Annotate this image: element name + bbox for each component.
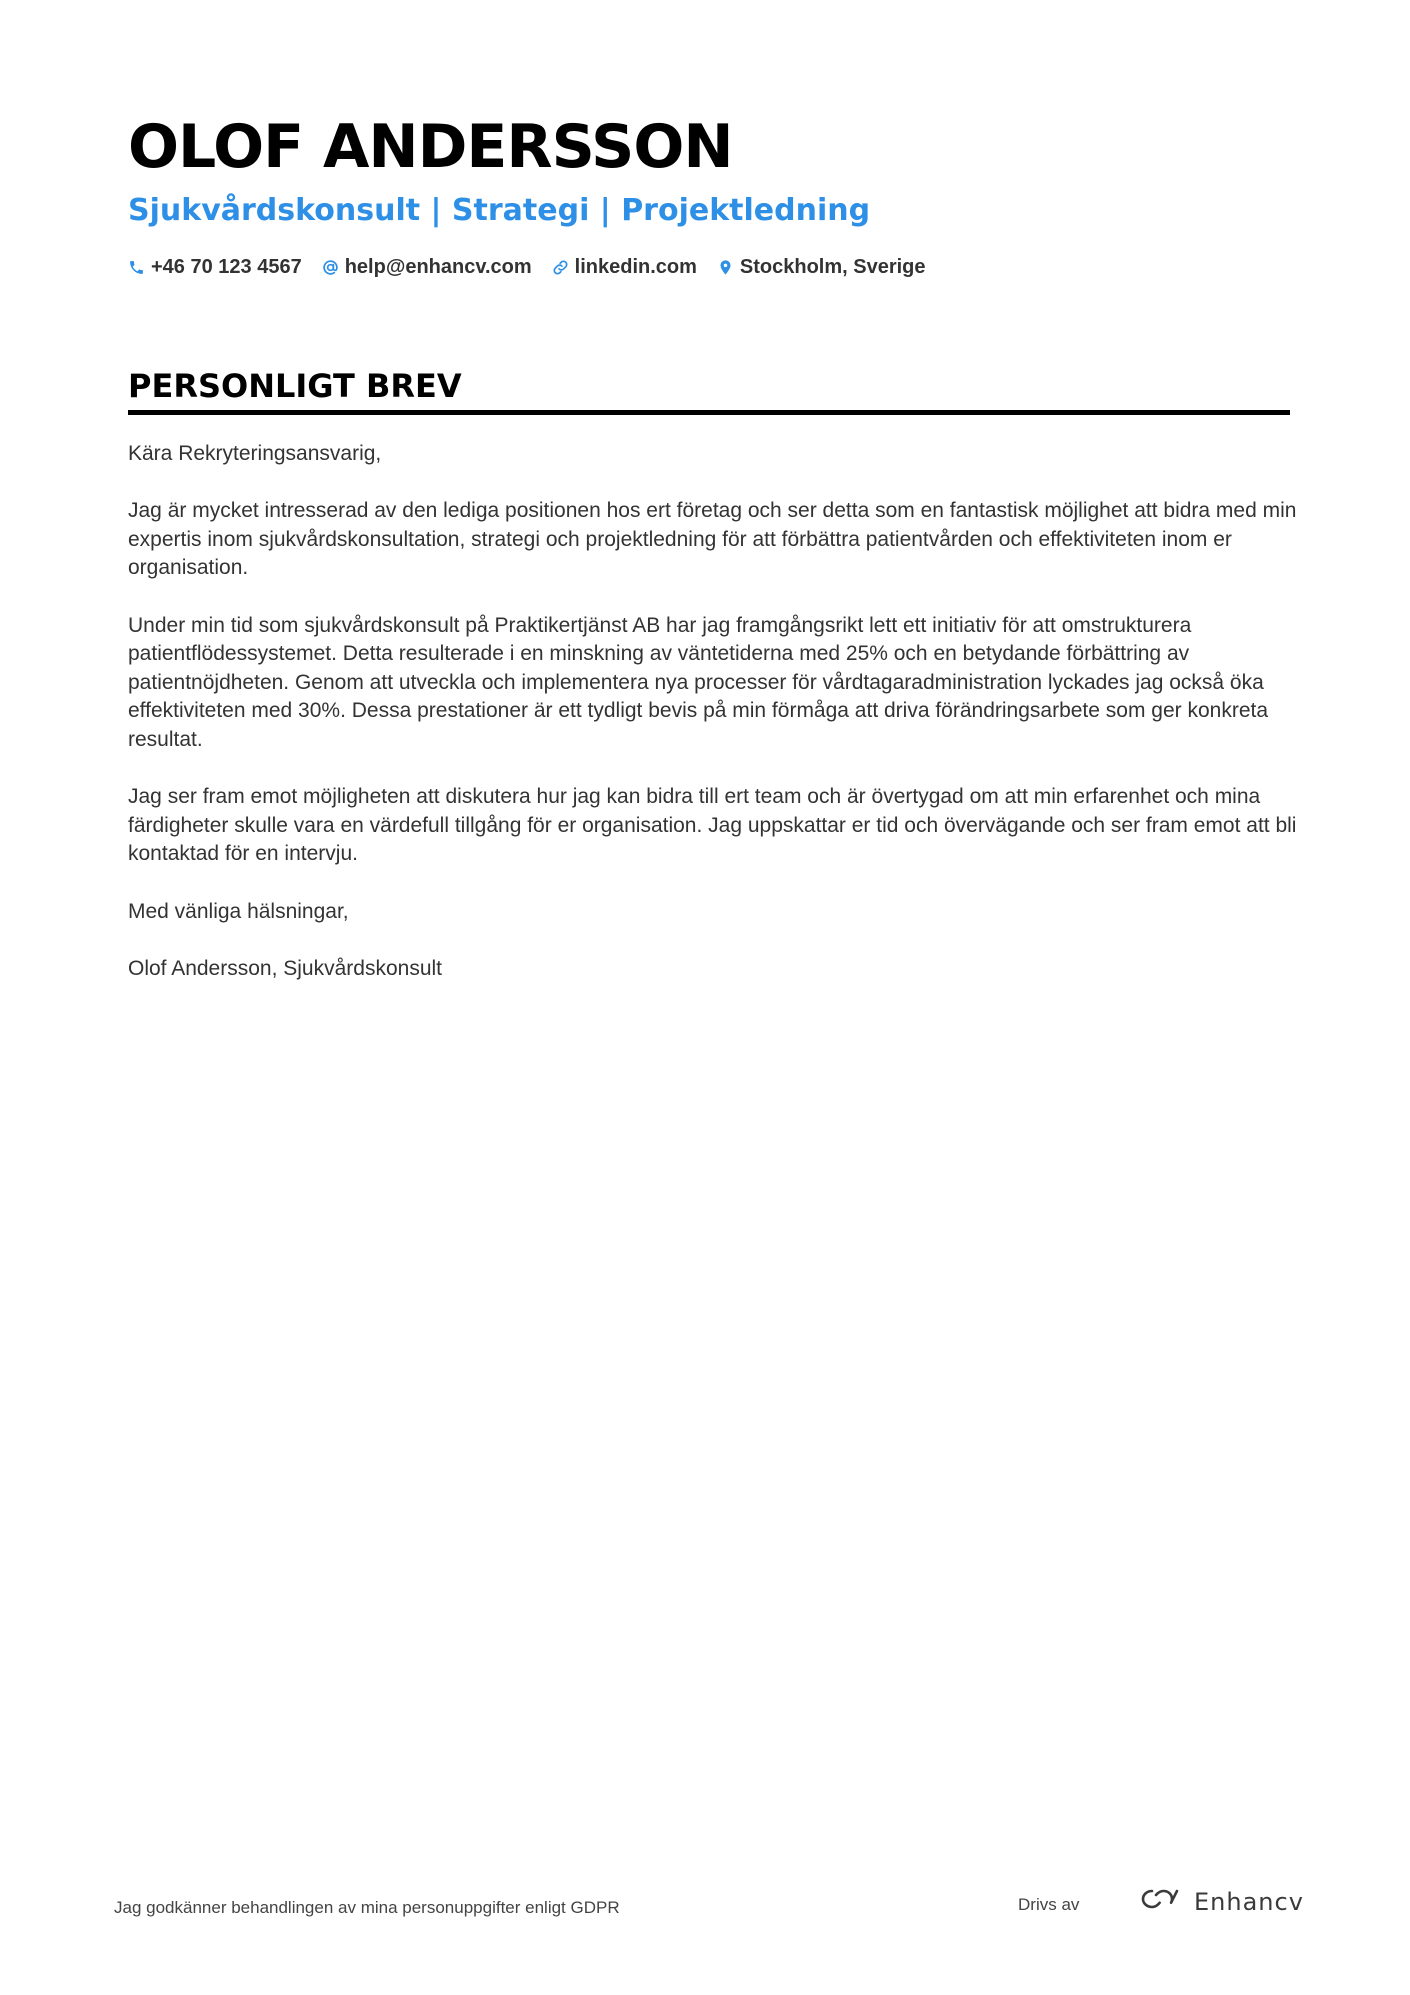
contact-bar	[128, 252, 926, 282]
letter-paragraph-2: Under min tid som sjukvårdskonsult på Praktikertjänst AB har jag framgångsrikt lett ett initiativ för att omstrukturera patientflödessystemet. Detta resulterade i en minskning av väntetiderna med 25% och en betydande förbättring av patientnöjdheten. Genom att utveckla och implementera nya processer för vårdtagaradministration lyckades jag också öka effektiviteten med 30%. Dessa prestationer är ett tydligt bevis på min förmåga att driva förändringsarbete som ger konkreta resultat.	[128, 613, 1269, 751]
brand-name: Enhancv	[1194, 1887, 1304, 1916]
letter-paragraph-1: Jag är mycket intresserad av den lediga positionen hos ert företag och ser detta som en fantastisk möjlighet att bidra med min expertis inom sjukvårdskonsultation, strategi och projektledning för att förbättra patientvården och effektiviteten inom er organisation.	[128, 499, 1297, 580]
candidate-headline: Sjukvårdskonsult | Strategi | Projektledning	[128, 193, 871, 228]
at-icon	[322, 259, 339, 276]
map-pin-icon	[717, 259, 734, 276]
candidate-name: OLOF ANDERSSON	[128, 112, 733, 182]
gdpr-consent-text: Jag godkänner behandlingen av mina personuppgifter enligt GDPR	[114, 1898, 620, 1917]
section-divider	[128, 410, 1290, 415]
contact-location	[717, 252, 926, 282]
contact-linkedin[interactable]	[552, 252, 697, 282]
letter-closing: Med vänliga hälsningar,	[128, 899, 349, 923]
contact-email[interactable]	[322, 252, 532, 282]
enhancv-brand[interactable]	[1138, 1886, 1304, 1917]
letter-body	[128, 440, 1298, 1012]
contact-phone[interactable]	[128, 252, 302, 282]
letter-paragraph-3: Jag ser fram emot möjligheten att diskutera hur jag kan bidra till ert team och är övertygad om att min erfarenhet och mina färdigheter skulle vara en värdefull tillgång för er organisation. Jag uppskattar er tid och övervägande och ser fram emot att bli kontaktad för en intervju.	[128, 785, 1297, 866]
section-title: PERSONLIGT BREV	[128, 367, 462, 405]
linkedin-text: linkedin.com	[574, 256, 697, 278]
location-text: Stockholm, Sverige	[739, 256, 926, 278]
powered-by-label: Drivs av	[1018, 1895, 1080, 1914]
letter-salutation: Kära Rekryteringsansvarig,	[128, 442, 382, 465]
enhancv-logo-icon	[1138, 1886, 1184, 1917]
letter-signature: Olof Andersson, Sjukvårdskonsult	[128, 956, 442, 980]
phone-icon	[128, 259, 145, 276]
link-icon	[552, 259, 569, 276]
phone-text: +46 70 123 4567	[151, 256, 302, 278]
email-text: help@enhancv.com	[344, 256, 532, 278]
